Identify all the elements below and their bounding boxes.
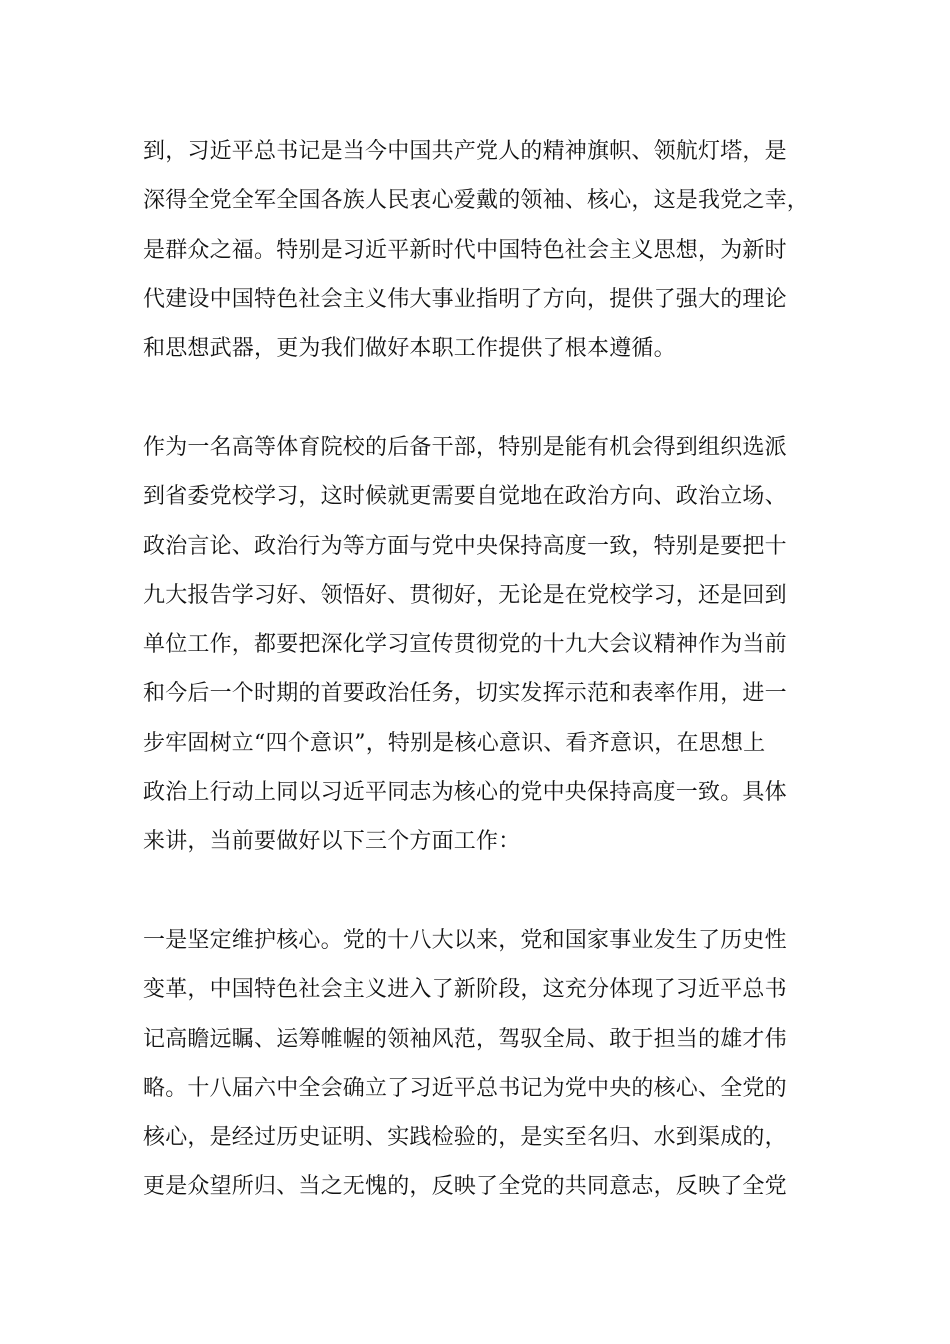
paragraph-line: 代建设中国特色社会主义伟大事业指明了方向，提供了强大的理论 bbox=[143, 286, 787, 312]
paragraph-line: 政治上行动上同以习近平同志为核心的党中央保持高度一致。具体 bbox=[143, 780, 787, 806]
paragraph-2 bbox=[143, 423, 811, 867]
paragraph-line: 和今后一个时期的首要政治任务，切实发挥示范和表率作用，进一 bbox=[143, 681, 787, 707]
paragraph-line: 略。十八届六中全会确立了习近平总书记为党中央的核心、全党的 bbox=[143, 1075, 787, 1101]
paragraph-line: 来讲，当前要做好以下三个方面工作： bbox=[143, 829, 521, 855]
paragraph-line: 作为一名高等体育院校的后备干部，特别是能有机会得到组织选派 bbox=[143, 435, 787, 460]
paragraph-line: 一是坚定维护核心。党的十八大以来，党和国家事业发生了历史性 bbox=[143, 928, 787, 953]
paragraph-3 bbox=[143, 916, 811, 1212]
paragraph-line: 政治言论、政治行为等方面与党中央保持高度一致，特别是要把十 bbox=[143, 533, 787, 559]
paragraph-line: 到，习近平总书记是当今中国共产党人的精神旗帜、领航灯塔，是 bbox=[143, 139, 787, 164]
paragraph-line: 和思想武器，更为我们做好本职工作提供了根本遵循。 bbox=[143, 336, 676, 362]
paragraph-line: 是群众之福。特别是习近平新时代中国特色社会主义思想，为新时 bbox=[143, 237, 787, 263]
paragraph-1 bbox=[143, 127, 811, 373]
paragraph-line: 深得全党全军全国各族人民衷心爱戴的领袖、核心，这是我党之幸， bbox=[143, 188, 810, 214]
paragraph-line: 九大报告学习好、领悟好、贯彻好，无论是在党校学习，还是回到 bbox=[143, 582, 787, 608]
paragraph-line: 步牢固树立“四个意识”，特别是核心意识、看齐意识，在思想上 bbox=[143, 730, 766, 756]
paragraph-line: 记高瞻远瞩、运筹帷幄的领袖风范，驾驭全局、敢于担当的雄才伟 bbox=[143, 1026, 787, 1052]
paragraph-line: 到省委党校学习，这时候就更需要自觉地在政治方向、政治立场、 bbox=[143, 484, 787, 510]
paragraph-line: 核心，是经过历史证明、实践检验的，是实至名归、水到渠成的， bbox=[143, 1125, 787, 1151]
paragraph-line: 更是众望所归、当之无愧的，反映了全党的共同意志，反映了全党 bbox=[143, 1174, 787, 1200]
paragraph-line: 单位工作，都要把深化学习宣传贯彻党的十九大会议精神作为当前 bbox=[143, 632, 787, 658]
paragraph-line: 变革，中国特色社会主义进入了新阶段，这充分体现了习近平总书 bbox=[143, 977, 787, 1003]
